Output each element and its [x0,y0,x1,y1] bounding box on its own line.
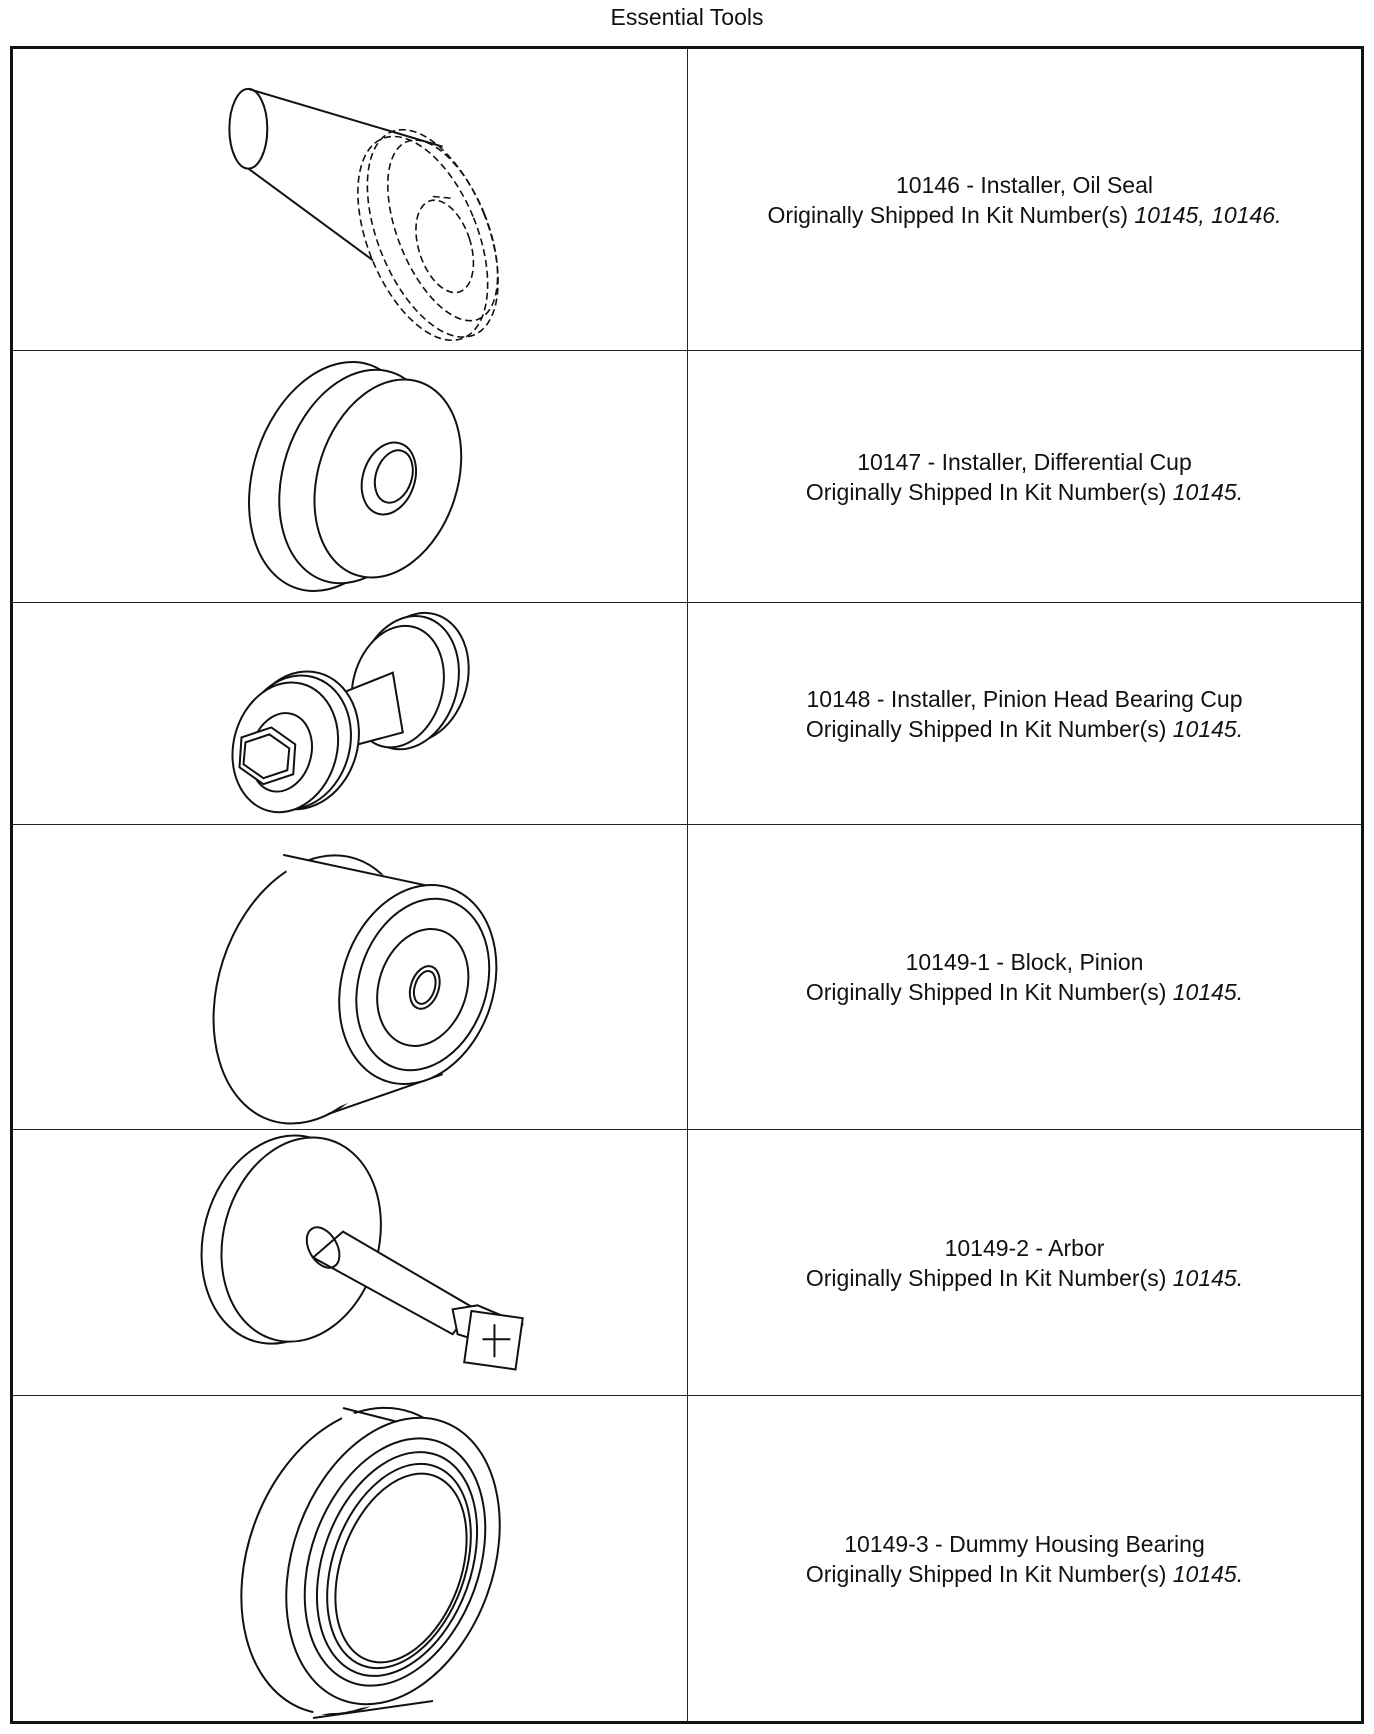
kit-numbers: 10145, 10146 [1134,201,1276,228]
tool-description-cell [688,1130,1361,1395]
shipped-prefix: Originally Shipped In Kit Number(s) [805,478,1167,505]
tool-kit-line: Originally Shipped In Kit Number(s) 10145. [805,478,1244,505]
tool-row [13,49,1361,351]
dummy-housing-bearing-drawing [13,1396,688,1721]
shipped-prefix: Originally Shipped In Kit Number(s) [805,1560,1167,1587]
shipped-prefix: Originally Shipped In Kit Number(s) [805,1264,1167,1291]
tool-name: 10149-3 - Dummy Housing Bearing [844,1530,1205,1557]
tool-description-cell [688,351,1361,602]
tool-name: 10147 - Installer, Differential Cup [857,448,1192,475]
shipped-prefix: Originally Shipped In Kit Number(s) [805,979,1167,1005]
tool-kit-line: Originally Shipped In Kit Number(s) 10145, 10146. [767,201,1282,228]
tool-row [13,1130,1361,1396]
tool-row [13,603,1361,825]
kit-numbers: 10145 [1172,715,1237,742]
page-title: Essential Tools [610,4,764,30]
tool-description-cell [688,603,1361,824]
tool-row [13,351,1361,603]
tool-kit-line: Originally Shipped In Kit Number(s) 10145. [805,1560,1244,1587]
tool-image-cell [13,825,688,1129]
tool-image-cell [13,49,688,350]
tool-image-cell [13,1130,688,1395]
tool-image-cell [13,351,688,602]
tool-kit-line: Originally Shipped In Kit Number(s) 10145. [805,715,1244,742]
tool-name: 10149-1 - Block, Pinion [905,949,1144,975]
tool-kit-line: Originally Shipped In Kit Number(s) 10145. [805,1264,1244,1291]
tool-name: 10149-2 - Arbor [944,1234,1105,1261]
arbor-drawing [13,1130,688,1395]
shipped-prefix: Originally Shipped In Kit Number(s) [805,715,1167,742]
kit-numbers: 10145 [1172,979,1237,1005]
pinion-block-drawing [13,825,688,1129]
tool-name: 10148 - Installer, Pinion Head Bearing Cup [806,685,1243,712]
oil-seal-installer-drawing [13,49,688,350]
shipped-prefix: Originally Shipped In Kit Number(s) [767,201,1128,228]
pinion-head-bearing-cup-installer-drawing [13,603,688,824]
tool-row [13,825,1361,1130]
kit-numbers: 10145 [1172,1560,1237,1587]
tool-image-cell [13,1396,688,1721]
differential-cup-installer-drawing [13,351,688,602]
tool-description-cell [688,825,1361,1129]
kit-numbers: 10145 [1172,478,1237,505]
tool-name: 10146 - Installer, Oil Seal [896,171,1153,198]
kit-numbers: 10145 [1172,1264,1237,1291]
essential-tools-table [10,46,1364,1724]
tool-description-cell [688,49,1361,350]
tool-image-cell [13,603,688,824]
tool-kit-line: Originally Shipped In Kit Number(s) 10145. [805,979,1244,1005]
tool-description-cell [688,1396,1361,1721]
tool-row [13,1396,1361,1721]
